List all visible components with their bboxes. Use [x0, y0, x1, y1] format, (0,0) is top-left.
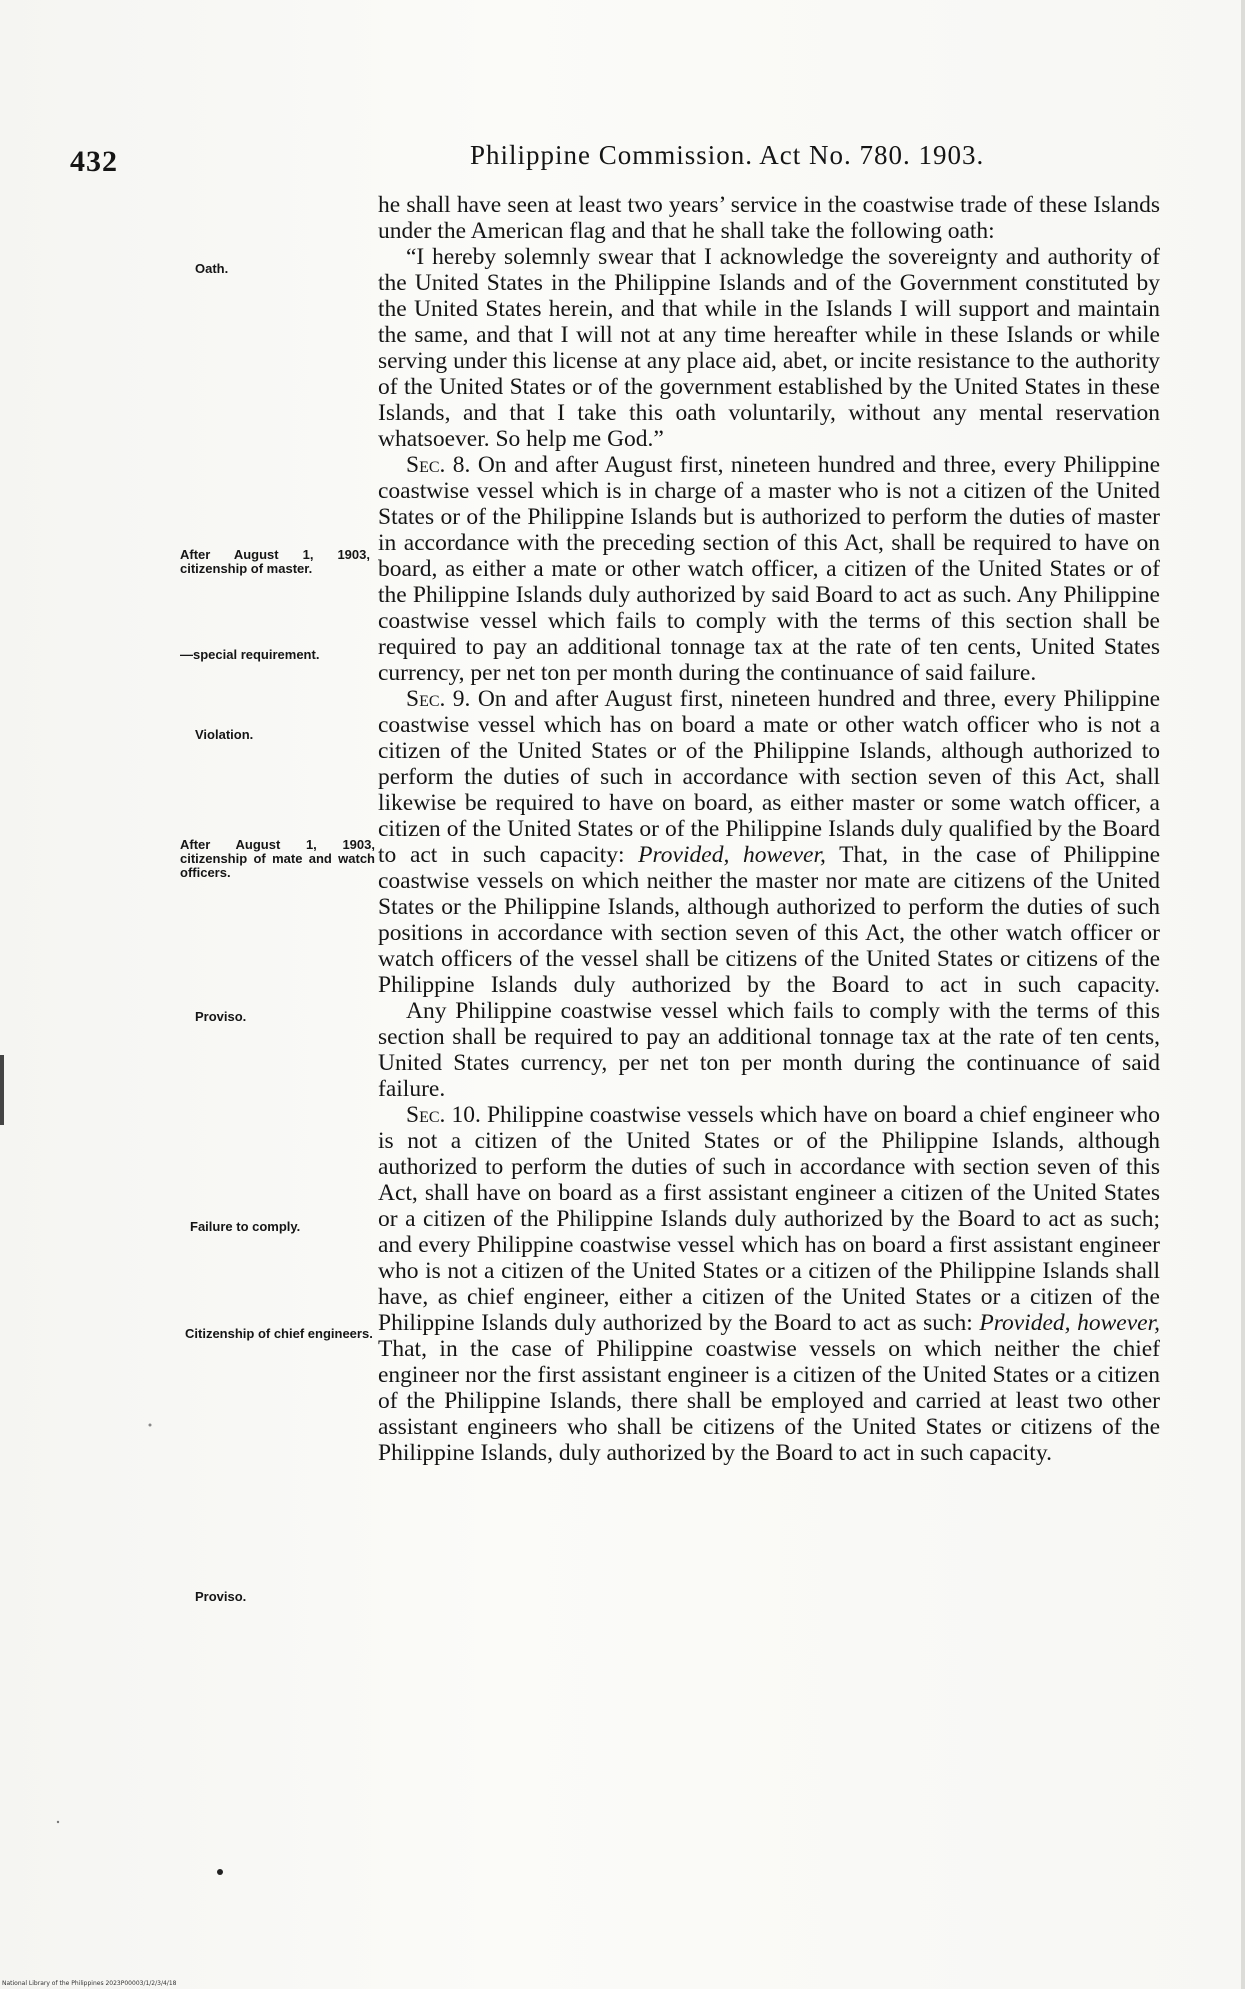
section-10-label: Sec. 10. — [406, 1102, 481, 1128]
section-8-label: Sec. 8. — [406, 452, 471, 478]
edge-shadow — [1241, 0, 1245, 1989]
running-head: Philippine Commission. Act No. 780. 1903. — [470, 140, 985, 170]
paragraph-continuation: he shall have seen at least two years’ service in the coastwise trade of these Islands under the American flag and that he shall take the following oath: — [378, 192, 1160, 244]
margin-note-sec8-special-requirement: —special requirement. — [180, 647, 320, 662]
ink-speck — [57, 1821, 59, 1823]
section-10 — [378, 1102, 1160, 1466]
section-9-failure-paragraph: Any Philippine coastwise vessel which fails to comply with the terms of this section shall be required to pay an additional tonnage tax at the rate of ten cents, United States currency, per net ton per month during the continuance of said failure. — [378, 998, 1160, 1102]
margin-note-sec9-proviso: Proviso. — [195, 1009, 247, 1024]
margin-note-sec8-citizenship: After August 1, 1903, citizenship of master. — [180, 547, 370, 576]
margin-note-sec10-proviso: Proviso. — [195, 1589, 247, 1604]
section-8-text: On and after August first, nineteen hundred and three, every Philippine coastwise vessel which is in charge of a master who is not a citizen of the United States or of the Philippine Islands but is authorized to perform the duties of master in accordance with the preceding section of this Act, shall be required to have on board, as either a mate or other watch officer, a citizen of the United States or of the Philippine Islands duly authorized by said Board to act as such. Any Philippine coastwise vessel which fails to comply with the terms of this section shall be required to pay an additional tonnage tax at the rate of ten cents, United States currency, per net ton per month during the continuance of said failure. — [378, 452, 1161, 686]
section-10-text: Philippine coastwise vessels which have on board a chief engineer who is not a citizen of the United States or of the Philippine Islands, although authorized to perform the duties of such in accordance with section seven of this Act, shall have on board as a first assistant engineer a citizen of the United States or a citizen of the Philippine Islands duly authorized by the Board to act as such; and every Philippine coastwise vessel which has on board a first assistant engineer who is not a citizen of the United States or a citizen of the Philippine Islands shall have, as chief engineer, either a citizen of the United States or a citizen of the Philippine Islands duly authorized by the Board to act as such: — [378, 1102, 1160, 1336]
section-10-proviso-lead: Provided, however, — [979, 1310, 1161, 1336]
section-9-label: Sec. 9. — [406, 686, 471, 712]
section-8 — [378, 452, 1160, 686]
section-9-proviso-lead: Provided, however, — [638, 842, 826, 868]
oath-paragraph: “I hereby solemnly swear that I acknowledge the sovereignty and authority of the United States in the Philippine Islands and of the Government constituted by the United States herein, and that while in the Islands I will support and maintain the same, and that I will not at any time hereafter while in these Islands or while serving under this license at any place aid, abet, or incite resistance to the authority of the United States or of the government established by the United States in these Islands, and that I take this oath voluntarily, without any mental reservation whatsoever. So help me God.” — [378, 244, 1160, 452]
page-number: 432 — [70, 145, 118, 178]
section-9-text: On and after August first, nineteen hundred and three, every Philippine coastwise vessel which has on board a mate or other watch officer who is not a citizen of the United States or of the Philippine Islands, although authorized to perform the duties of such in accordance with section seven of this Act, shall likewise be required to have on board, as either master or some watch officer, a citizen of the United States or of the Philippine Islands duly qualified by the Board to act in such capacity: — [378, 686, 1161, 868]
margin-note-sec9-failure: Failure to comply. — [190, 1219, 301, 1234]
margin-note-sec9-citizenship: After August 1, 1903, citizenship of mate and watch officers. — [180, 837, 375, 880]
ink-speck — [149, 1424, 152, 1427]
margin-note-sec8-violation: Violation. — [195, 727, 254, 742]
body-text — [378, 192, 1160, 1466]
section-10-proviso-text: That, in the case of Philippine coastwise vessels on which neither the chief engineer nor the first assistant engineer is a citizen of the United States or a citizen of the Philippine Islands, there shall be employed and carried at least two other assistant engineers who shall be citizens of the United States or citizens of the Philippine Islands, duly authorized by the Board to act in such capacity. — [378, 1336, 1160, 1466]
section-9-proviso-text: That, in the case of Philippine coastwise vessels on which neither the master nor mate are citizens of the United States or the Philippine Islands, although authorized to perform the duties of such positions in accordance with section seven of this Act, the other watch officer or watch officers of the vessel shall be citizens of the United States or citizens of the Philippine Islands duly authorized by the Board to act in such capacity. — [378, 842, 1161, 998]
section-9 — [378, 686, 1160, 998]
margin-note-oath: Oath. — [195, 261, 229, 276]
edge-shadow — [0, 1055, 4, 1125]
scan-credit: National Library of the Philippines 2023P00003/1/2/3/4/18 — [2, 1980, 177, 1987]
ink-speck — [217, 1869, 223, 1875]
margin-note-sec10-chief-engineers: Citizenship of chief engineers. — [185, 1326, 373, 1341]
